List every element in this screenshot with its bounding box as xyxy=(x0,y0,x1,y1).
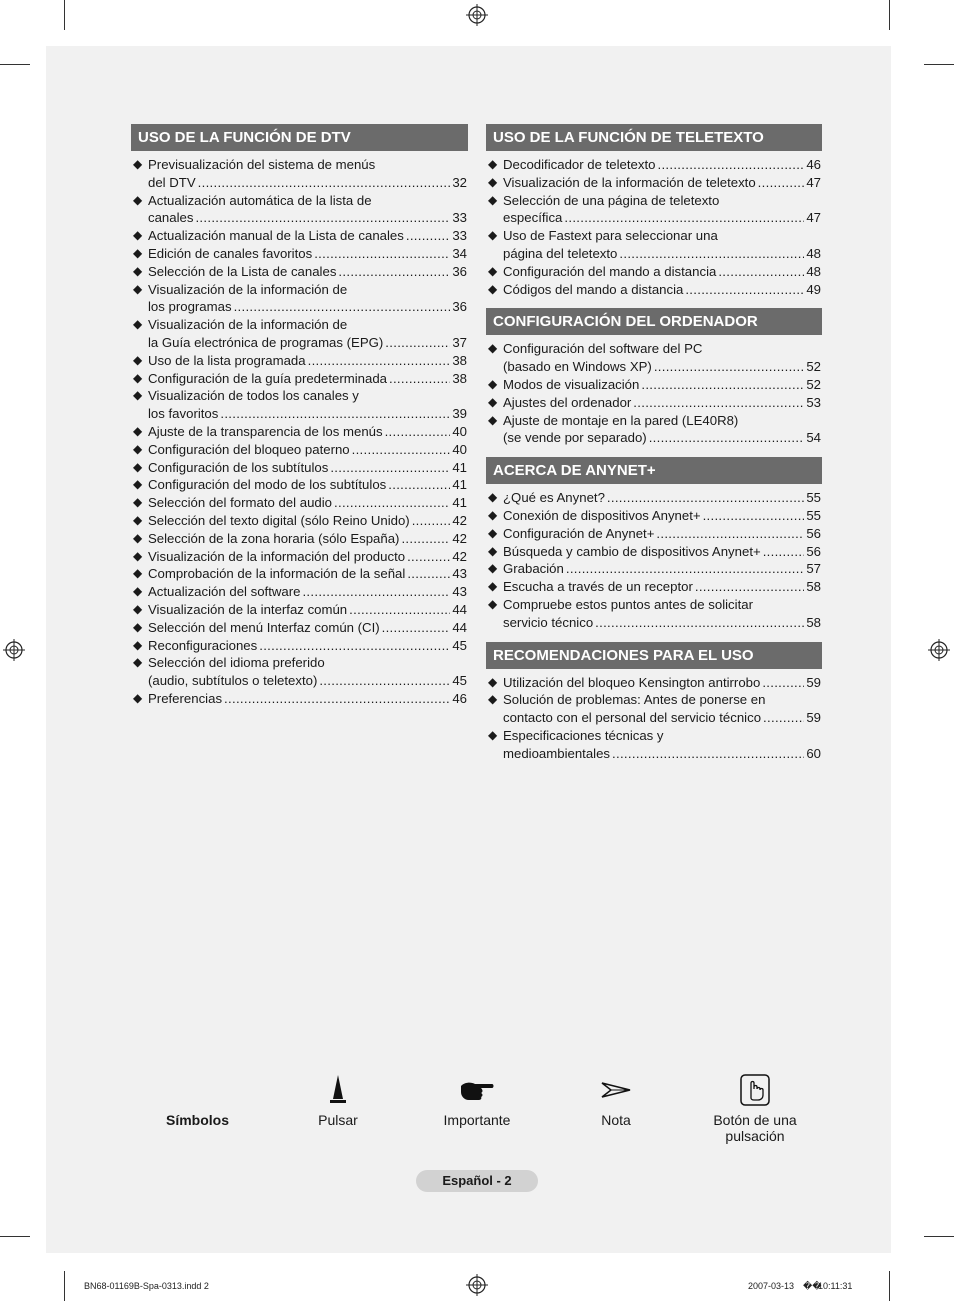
toc-entry xyxy=(486,596,822,632)
toc-page-number: 59 xyxy=(806,710,821,726)
toc-entry xyxy=(131,548,468,566)
toc-page-number: 58 xyxy=(806,579,821,595)
toc-entry-text: Visualización de todos los canales y xyxy=(148,388,359,404)
dot-leader xyxy=(633,394,804,412)
toc-page-number: 45 xyxy=(452,637,467,653)
toc-page-number: 40 xyxy=(452,441,467,457)
toc-entry-text: Ajustes del ordenador xyxy=(503,394,632,410)
section-heading: RECOMENDACIONES PARA EL USO xyxy=(486,642,822,669)
toc-entry-text: los favoritos xyxy=(148,406,219,422)
toc-page-number: 57 xyxy=(806,561,821,577)
toc-entry-text: Visualización de la información de xyxy=(148,317,348,333)
toc-entry-text: Selección de la Lista de canales xyxy=(148,263,337,279)
toc-entry xyxy=(131,690,468,708)
toc-page-number: 47 xyxy=(806,210,821,226)
diamond-bullet-icon: ◆ xyxy=(133,423,143,438)
crop-mark xyxy=(64,1271,65,1301)
toc-entry xyxy=(486,560,822,578)
diamond-bullet-icon: ◆ xyxy=(133,584,143,599)
dot-leader xyxy=(382,619,451,637)
toc-entry-text: Visualización de la información de teletexto xyxy=(503,174,756,190)
dot-leader xyxy=(401,530,450,548)
symbol-press xyxy=(298,1070,378,1128)
toc-entry-text: canales xyxy=(148,210,194,226)
diamond-bullet-icon: ◆ xyxy=(488,174,498,189)
dot-leader xyxy=(619,245,804,263)
toc-page-number: 42 xyxy=(452,530,467,546)
toc-entry-text: Configuración de Anynet+ xyxy=(503,525,655,541)
toc-entry-text: Visualización de la información del producto xyxy=(148,548,406,564)
diamond-bullet-icon: ◆ xyxy=(133,548,143,563)
toc-entry xyxy=(486,489,822,507)
dot-leader xyxy=(654,358,805,376)
dot-leader xyxy=(224,690,450,708)
registration-mark-icon xyxy=(3,639,25,661)
toc-entry-text: Selección del formato del audio xyxy=(148,495,333,511)
toc-entry xyxy=(131,601,468,619)
toc-right-column xyxy=(486,124,822,773)
toc-entry-text: contacto con el personal del servicio técnico xyxy=(503,710,762,726)
diamond-bullet-icon: ◆ xyxy=(133,388,143,403)
symbol-one-touch xyxy=(700,1070,810,1144)
toc-entry-text: Uso de Fastext para seleccionar una xyxy=(503,228,718,244)
dot-leader xyxy=(302,583,450,601)
section-heading: USO DE LA FUNCIÓN DE TELETEXTO xyxy=(486,124,822,151)
symbol-label: Botón de una pulsación xyxy=(713,1112,797,1144)
toc-entry-text: los programas xyxy=(148,299,232,315)
diamond-bullet-icon: ◆ xyxy=(133,566,143,581)
toc-entry xyxy=(131,387,468,423)
dot-leader xyxy=(703,507,805,525)
toc-left-column xyxy=(131,124,468,718)
diamond-bullet-icon: ◆ xyxy=(133,477,143,492)
diamond-bullet-icon: ◆ xyxy=(133,512,143,527)
dot-leader xyxy=(385,423,451,441)
toc-entry-text: Ajuste de montaje en la pared (LE40R8) xyxy=(503,412,739,428)
toc-entry-text: Configuración del mando a distancia xyxy=(503,263,717,279)
diamond-bullet-icon: ◆ xyxy=(488,490,498,505)
symbol-important xyxy=(432,1070,522,1128)
dot-leader xyxy=(330,459,450,477)
toc-page-number: 53 xyxy=(806,394,821,410)
toc-entry xyxy=(131,476,468,494)
toc-entry xyxy=(131,637,468,655)
dot-leader xyxy=(385,334,450,352)
toc-entry xyxy=(486,340,822,376)
toc-entry xyxy=(486,727,822,763)
toc-page-number: 32 xyxy=(452,174,467,190)
diamond-bullet-icon: ◆ xyxy=(488,281,498,296)
diamond-bullet-icon: ◆ xyxy=(488,192,498,207)
crop-mark xyxy=(0,1236,30,1237)
slug-date: 2007-03-13 xyxy=(748,1281,795,1291)
toc-entry xyxy=(486,376,822,394)
symbols-title: Símbolos xyxy=(166,1112,230,1128)
toc-page-number: 36 xyxy=(452,263,467,279)
diamond-bullet-icon: ◆ xyxy=(488,561,498,576)
toc-entry xyxy=(131,512,468,530)
toc-page-number: 60 xyxy=(806,745,821,761)
toc-page-number: 38 xyxy=(452,352,467,368)
note-arrow-icon xyxy=(601,1082,631,1098)
diamond-bullet-icon: ◆ xyxy=(133,370,143,385)
toc-entry xyxy=(131,352,468,370)
toc-section xyxy=(131,124,468,708)
pointing-hand-icon xyxy=(459,1078,495,1102)
dot-leader xyxy=(389,370,450,388)
toc-entry xyxy=(486,281,822,299)
dot-leader xyxy=(412,512,451,530)
toc-page-number: 44 xyxy=(452,619,467,635)
symbol-note xyxy=(576,1070,656,1128)
toc-entry-text: Selección de la zona horaria (sólo España) xyxy=(148,530,400,546)
toc-entry-text: Configuración del bloqueo paterno xyxy=(148,441,350,457)
registration-mark-icon xyxy=(466,4,488,26)
toc-entry-text: Actualización del software xyxy=(148,584,301,600)
diamond-bullet-icon: ◆ xyxy=(133,530,143,545)
toc-entry xyxy=(486,578,822,596)
toc-section xyxy=(486,308,822,447)
toc-entry xyxy=(486,507,822,525)
toc-entry-text: Ajuste de la transparencia de los menús xyxy=(148,423,383,439)
dot-leader xyxy=(656,525,804,543)
toc-page-number: 48 xyxy=(806,245,821,261)
toc-page-number: 37 xyxy=(452,334,467,350)
dot-leader xyxy=(566,560,804,578)
section-heading: CONFIGURACIÓN DEL ORDENADOR xyxy=(486,308,822,335)
dot-leader xyxy=(695,578,804,596)
toc-entry-text: página del teletexto xyxy=(503,245,618,261)
toc-entry xyxy=(486,174,822,192)
toc-entry xyxy=(486,156,822,174)
toc-entry-text: Códigos del mando a distancia xyxy=(503,281,684,297)
registration-mark-icon xyxy=(928,639,950,661)
toc-entry-text: específica xyxy=(503,210,563,226)
toc-page-number: 43 xyxy=(452,566,467,582)
slug-filename: BN68-01169B-Spa-0313.indd 2 xyxy=(84,1281,209,1291)
toc-entry xyxy=(131,192,468,228)
toc-page-number: 33 xyxy=(452,210,467,226)
dot-leader xyxy=(319,672,450,690)
dot-leader xyxy=(234,298,451,316)
toc-entry xyxy=(131,654,468,690)
toc-entry xyxy=(131,281,468,317)
press-icon xyxy=(329,1073,347,1107)
toc-entry-text: Modos de visualización xyxy=(503,376,640,392)
toc-entry xyxy=(131,494,468,512)
toc-entry-text: Configuración del modo de los subtítulos xyxy=(148,477,387,493)
crop-mark xyxy=(0,64,30,65)
toc-entry-text: Configuración del software del PC xyxy=(503,341,703,357)
one-touch-button-icon xyxy=(740,1074,770,1106)
diamond-bullet-icon: ◆ xyxy=(488,412,498,427)
dot-leader xyxy=(685,281,804,299)
toc-entry-text: Actualización automática de la lista de xyxy=(148,192,372,208)
diamond-bullet-icon: ◆ xyxy=(133,352,143,367)
toc-entry xyxy=(131,530,468,548)
toc-entry-text: Grabación xyxy=(503,561,564,577)
symbols-legend xyxy=(140,1070,840,1150)
toc-entry xyxy=(486,674,822,692)
diamond-bullet-icon: ◆ xyxy=(133,601,143,616)
diamond-bullet-icon: ◆ xyxy=(133,619,143,634)
toc-page-number: 48 xyxy=(806,263,821,279)
toc-entry-text: Selección de una página de teletexto xyxy=(503,192,720,208)
toc-page-number: 46 xyxy=(452,690,467,706)
crop-mark xyxy=(889,0,890,30)
diamond-bullet-icon: ◆ xyxy=(133,441,143,456)
dot-leader xyxy=(564,209,804,227)
dot-leader xyxy=(334,494,450,512)
toc-page-number: 42 xyxy=(452,548,467,564)
toc-entry xyxy=(486,543,822,561)
diamond-bullet-icon: ◆ xyxy=(133,245,143,260)
diamond-bullet-icon: ◆ xyxy=(133,281,143,296)
diamond-bullet-icon: ◆ xyxy=(488,579,498,594)
toc-entry-text: servicio técnico xyxy=(503,614,594,630)
toc-entry-text: Comprobación de la información de la señal xyxy=(148,566,406,582)
toc-entry-text: Compruebe estos puntos antes de solicitar xyxy=(503,596,753,612)
toc-entry xyxy=(486,263,822,281)
toc-section xyxy=(486,457,822,631)
dot-leader xyxy=(407,548,450,566)
toc-entry xyxy=(131,565,468,583)
symbol-label: Importante xyxy=(443,1112,511,1128)
diamond-bullet-icon: ◆ xyxy=(133,192,143,207)
symbol-label: Pulsar xyxy=(318,1112,358,1128)
toc-page-number: 41 xyxy=(452,495,467,511)
toc-page-number: 39 xyxy=(452,406,467,422)
toc-entry xyxy=(486,412,822,448)
diamond-bullet-icon: ◆ xyxy=(133,228,143,243)
toc-entry-text: Preferencias xyxy=(148,690,223,706)
diamond-bullet-icon: ◆ xyxy=(488,543,498,558)
dot-leader xyxy=(763,709,804,727)
toc-entry-text: (audio, subtítulos o teletexto) xyxy=(148,673,318,689)
toc-entry xyxy=(486,394,822,412)
toc-page-number: 40 xyxy=(452,423,467,439)
diamond-bullet-icon: ◆ xyxy=(133,655,143,670)
toc-entry-text: Actualización manual de la Lista de canales xyxy=(148,228,404,244)
dot-leader xyxy=(407,565,450,583)
diamond-bullet-icon: ◆ xyxy=(488,263,498,278)
diamond-bullet-icon: ◆ xyxy=(488,674,498,689)
toc-entry-text: Previsualización del sistema de menús xyxy=(148,157,376,172)
dot-leader xyxy=(388,476,450,494)
dot-leader xyxy=(762,674,804,692)
toc-page-number: 52 xyxy=(806,376,821,392)
toc-page-number: 43 xyxy=(452,584,467,600)
diamond-bullet-icon: ◆ xyxy=(133,637,143,652)
toc-entry xyxy=(131,370,468,388)
toc-page-number: 42 xyxy=(452,512,467,528)
toc-section xyxy=(486,124,822,298)
toc-entry xyxy=(131,316,468,352)
diamond-bullet-icon: ◆ xyxy=(488,692,498,707)
toc-page-number: 52 xyxy=(806,359,821,375)
toc-entry-text: (se vende por separado) xyxy=(503,430,647,446)
toc-entry-text: Selección del menú Interfaz común (CI) xyxy=(148,619,380,635)
toc-entry-text: Decodificador de teletexto xyxy=(503,157,656,172)
toc-entry-text: del DTV xyxy=(148,174,196,190)
dot-leader xyxy=(308,352,451,370)
toc-page-number: 59 xyxy=(806,674,821,690)
dot-leader xyxy=(718,263,804,281)
diamond-bullet-icon: ◆ xyxy=(133,690,143,705)
diamond-bullet-icon: ◆ xyxy=(133,495,143,510)
crop-mark xyxy=(924,64,954,65)
toc-entry xyxy=(131,441,468,459)
page-number-badge: Español - 2 xyxy=(416,1170,538,1192)
slug-time: 10:11:31 xyxy=(818,1281,853,1291)
toc-entry-text: Conexión de dispositivos Anynet+ xyxy=(503,507,701,523)
toc-entry-text: Configuración de la guía predeterminada xyxy=(148,370,387,386)
diamond-bullet-icon: ◆ xyxy=(488,394,498,409)
dot-leader xyxy=(352,441,451,459)
section-heading: USO DE LA FUNCIÓN DE DTV xyxy=(131,124,468,151)
dot-leader xyxy=(612,745,804,763)
toc-entry xyxy=(131,156,468,192)
dot-leader xyxy=(338,263,450,281)
toc-entry xyxy=(131,245,468,263)
toc-entry-text: Selección del texto digital (sólo Reino Unido) xyxy=(148,512,410,528)
toc-page-number: 49 xyxy=(806,281,821,297)
toc-page-number: 46 xyxy=(806,157,821,172)
toc-entry-text: Escucha a través de un receptor xyxy=(503,579,693,595)
dot-leader xyxy=(657,156,804,174)
dot-leader xyxy=(314,245,450,263)
slug-garbled: �� xyxy=(803,1281,822,1291)
dot-leader xyxy=(406,227,450,245)
toc-page-number: 36 xyxy=(452,299,467,315)
dot-leader xyxy=(763,543,805,561)
toc-entry-text: la Guía electrónica de programas (EPG) xyxy=(148,334,384,350)
dot-leader xyxy=(595,614,804,632)
dot-leader xyxy=(641,376,804,394)
toc-entry-text: Solución de problemas: Antes de ponerse en xyxy=(503,692,766,708)
diamond-bullet-icon: ◆ xyxy=(488,525,498,540)
toc-page-number: 47 xyxy=(806,174,821,190)
toc-entry-text: Especificaciones técnicas y xyxy=(503,727,664,743)
toc-entry-text: medioambientales xyxy=(503,745,611,761)
dot-leader xyxy=(349,601,450,619)
registration-mark-icon xyxy=(466,1274,488,1296)
toc-entry-text: Búsqueda y cambio de dispositivos Anynet+ xyxy=(503,543,761,559)
diamond-bullet-icon: ◆ xyxy=(488,376,498,391)
diamond-bullet-icon: ◆ xyxy=(488,228,498,243)
toc-entry-text: Utilización del bloqueo Kensington antirrobo xyxy=(503,674,761,690)
toc-section xyxy=(486,642,822,763)
toc-entry xyxy=(131,583,468,601)
toc-entry-text: ¿Qué es Anynet? xyxy=(503,490,605,506)
diamond-bullet-icon: ◆ xyxy=(488,727,498,742)
toc-page-number: 41 xyxy=(452,459,467,475)
toc-entry xyxy=(131,619,468,637)
toc-page-number: 45 xyxy=(452,673,467,689)
diamond-bullet-icon: ◆ xyxy=(133,157,143,171)
section-heading: ACERCA DE ANYNET+ xyxy=(486,457,822,484)
symbol-label: Nota xyxy=(601,1112,631,1128)
toc-entry xyxy=(486,192,822,228)
diamond-bullet-icon: ◆ xyxy=(488,596,498,611)
toc-page-number: 44 xyxy=(452,601,467,617)
toc-entry-text: (basado en Windows XP) xyxy=(503,359,652,375)
diamond-bullet-icon: ◆ xyxy=(488,507,498,522)
diamond-bullet-icon: ◆ xyxy=(133,317,143,332)
toc-entry-text: Configuración de los subtítulos xyxy=(148,459,329,475)
toc-page-number: 54 xyxy=(806,430,821,446)
toc-page-number: 55 xyxy=(806,507,821,523)
toc-entry xyxy=(486,691,822,727)
dot-leader xyxy=(607,489,804,507)
toc-entry xyxy=(131,423,468,441)
toc-entry xyxy=(486,227,822,263)
toc-entry xyxy=(131,263,468,281)
dot-leader xyxy=(195,209,450,227)
toc-page-number: 58 xyxy=(806,614,821,630)
diamond-bullet-icon: ◆ xyxy=(488,341,498,356)
toc-entry-text: Selección del idioma preferido xyxy=(148,655,325,671)
toc-page-number: 55 xyxy=(806,490,821,506)
diamond-bullet-icon: ◆ xyxy=(133,459,143,474)
toc-entry xyxy=(486,525,822,543)
toc-entry xyxy=(131,227,468,245)
toc-page-number: 34 xyxy=(452,245,467,261)
dot-leader xyxy=(198,174,451,192)
dot-leader xyxy=(220,405,450,423)
toc-entry-text: Uso de la lista programada xyxy=(148,352,306,368)
crop-mark xyxy=(64,0,65,30)
toc-page-number: 33 xyxy=(452,228,467,244)
toc-entry-text: Reconfiguraciones xyxy=(148,637,258,653)
crop-mark xyxy=(889,1271,890,1301)
toc-entry-text: Visualización de la interfaz común xyxy=(148,601,348,617)
toc-entry-text: Visualización de la información de xyxy=(148,281,348,297)
toc-entry xyxy=(131,459,468,477)
toc-page-number: 56 xyxy=(806,525,821,541)
toc-page-number: 38 xyxy=(452,370,467,386)
dot-leader xyxy=(259,637,450,655)
toc-page-number: 41 xyxy=(452,477,467,493)
toc-entry-text: Edición de canales favoritos xyxy=(148,245,313,261)
dot-leader xyxy=(758,174,805,192)
diamond-bullet-icon: ◆ xyxy=(133,263,143,278)
diamond-bullet-icon: ◆ xyxy=(488,157,498,171)
crop-mark xyxy=(924,1236,954,1237)
toc-page-number: 56 xyxy=(806,543,821,559)
dot-leader xyxy=(649,429,805,447)
